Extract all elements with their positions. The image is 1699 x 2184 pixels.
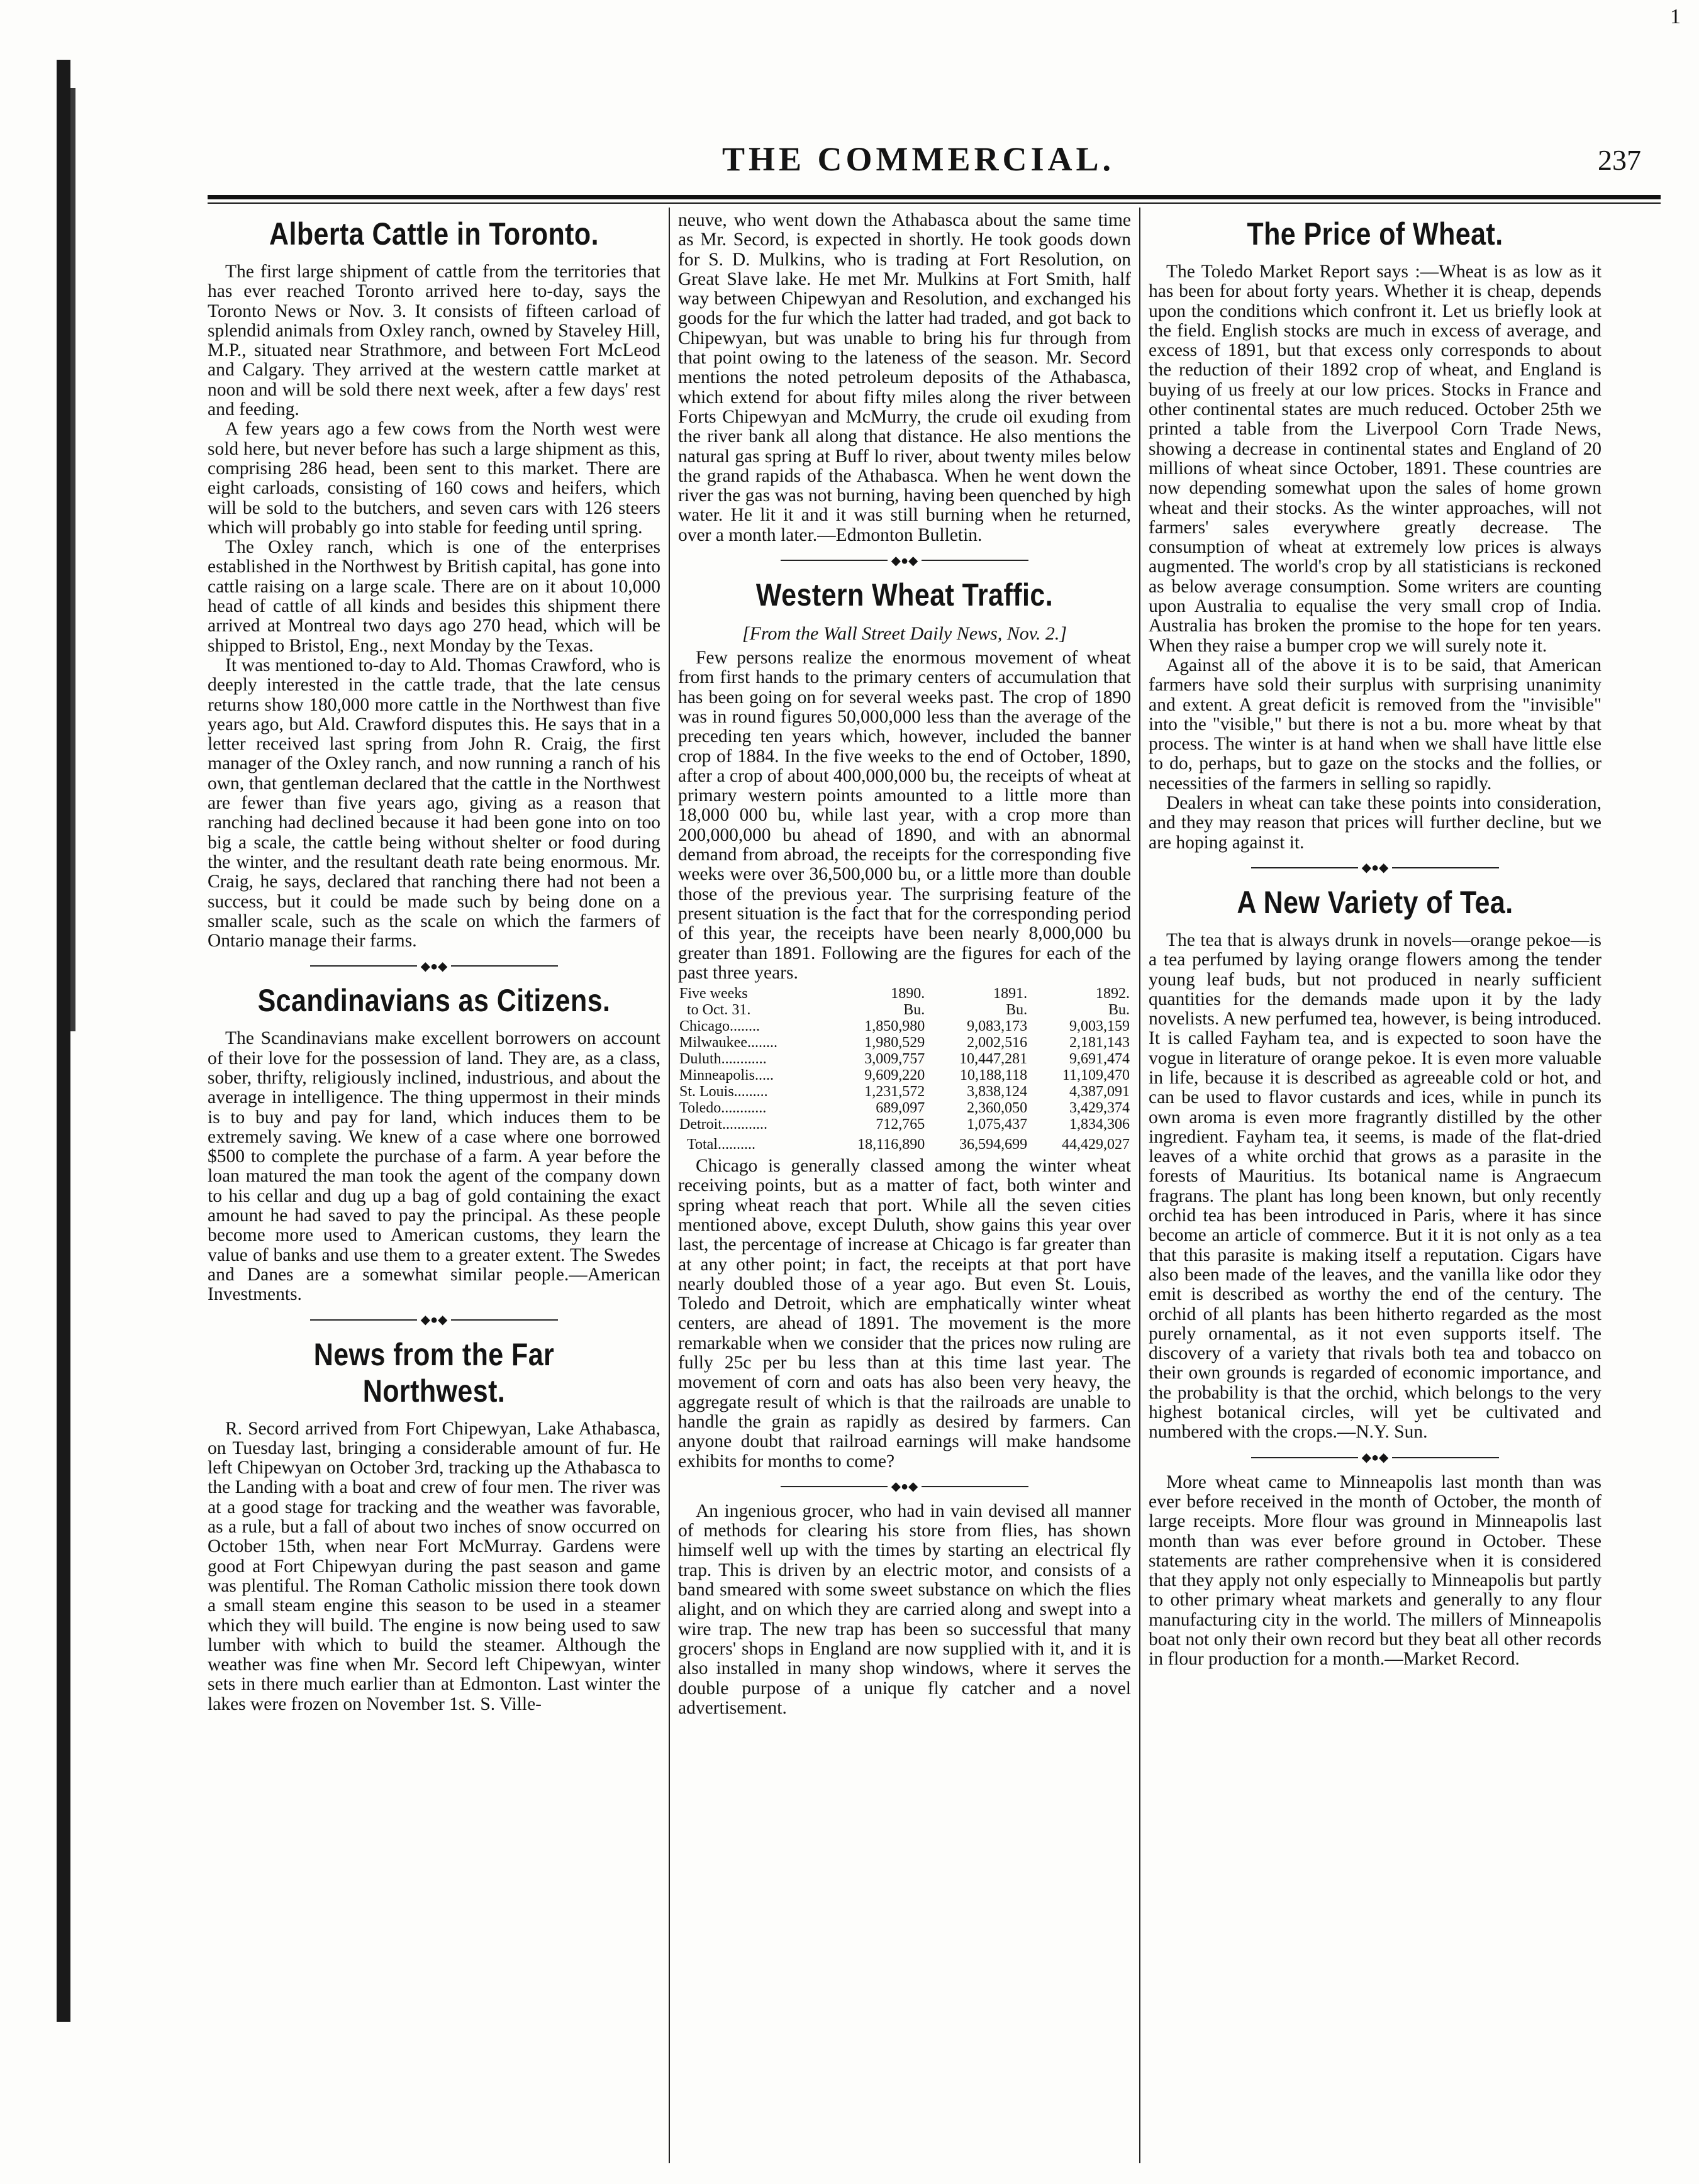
article-title-new-tea: A New Variety of Tea.	[1237, 884, 1513, 920]
table-cell: 4,387,091	[1069, 1084, 1130, 1100]
article-separator: ◆●◆	[1149, 856, 1602, 879]
article-title-price-of-wheat: The Price of Wheat.	[1247, 216, 1503, 252]
table-subheader-row	[678, 1002, 1131, 1018]
table-cell: 2,181,143	[1069, 1034, 1130, 1051]
table-cell: 3,838,124	[967, 1084, 1028, 1100]
column-1	[208, 211, 660, 2166]
article-paragraph: An ingenious grocer, who had in vain devised all manner of methods for clearing his store from flies, has shown himself well up with the times by starting an electrical fly trap. This is driven by an electric motor, and consists of a band smeared with some sweet substance on which the flies alight, and on which they are carried along and swept into a wire trap. The new trap has been so successful that many grocers' shops in England are now supplied with it, and it is also installed in many shop windows, where it serves the double purpose of a unique fly catcher and a novel advertisement.	[678, 1500, 1131, 1718]
table-cell: Milwaukee........	[679, 1034, 777, 1051]
column-3	[1149, 211, 1602, 2166]
table-cell: 2,002,516	[967, 1034, 1028, 1051]
article-title-far-northwest: News from the Far Northwest.	[313, 1336, 555, 1409]
table-cell: Minneapolis.....	[679, 1067, 774, 1084]
article-paragraph: Chicago is generally classed among the winter wheat receiving points, but as a matter of fact, both winter and spring wheat reach that port. While all the seven cities mentioned above, except Duluth, show gains this year over last, the percentage of increase at Chicago is far greater than at any other point; in fact, the receipts at that port have nearly doubled those of a year ago. But even St. Louis, Toledo and Detroit, which are emphatically winter wheat centers, are ahead of 1891. The movement is the more remarkable when we consider that the prices now ruling are fully 25c per bu less than at this time last year. The movement of corn and oats has also been very heavy, the aggregate result of which is that the railroads are unable to handle the grain as rapidly as desired by farmers. Can anyone doubt that railroad earnings will make handsome exhibits for months to come?	[678, 1156, 1131, 1472]
article-paragraph: The Toledo Market Report says :—Wheat is as low as it has been for about forty years. Whether it is cheap, depends upon the conditions which confront it. Let us briefly look at the field. English stocks are much in excess of average, and excess of 1891, but that excess only corresponds to about the reduction of their 1892 crop of wheat, and England is buying of us freely at our low prices. Stocks in France and other continental states are much reduced. October 25th we printed a table from the Liverpool Corn Trade News, showing a decrease in continental states and England of 20 millions of wheat since October, 1891. These countries are now depending somewhat upon the sales of home grown wheat and their stocks. As the winter approaches, will not farmers' sales everywhere greatly decrease. The consumption of wheat at extremely low prices is always augmented. The world's crop by all statisticians is reckoned as below average consumption. Some writers are counting upon Australia to equalise the very small crop of India. Australia has broken the promise to the hope for ten years. When they raise a bumper crop we will surely note it.	[1149, 262, 1602, 656]
table-cell: 9,083,173	[967, 1018, 1028, 1035]
article-title-scandinavians: Scandinavians as Citizens.	[257, 983, 611, 1019]
binding-shadow-inner	[70, 88, 75, 1031]
table-header-cell: Bu.	[1108, 1002, 1130, 1019]
table-cell: Chicago........	[679, 1018, 760, 1035]
corner-mark: 1	[1670, 5, 1681, 28]
table-total-row	[678, 1133, 1131, 1153]
column-rule-1	[669, 208, 670, 2163]
article-separator: ◆●◆	[1149, 1446, 1602, 1469]
table-cell: 1,075,437	[967, 1116, 1028, 1133]
table-header-cell: Bu.	[903, 1002, 925, 1019]
table-cell: 689,097	[876, 1100, 925, 1117]
table-row	[678, 1034, 1131, 1051]
header-rule-thin	[208, 202, 1661, 204]
header-rule-thick	[208, 195, 1661, 199]
table-row	[678, 1018, 1131, 1034]
table-header-cell: 1892.	[1096, 985, 1130, 1002]
table-row	[678, 1116, 1131, 1133]
table-cell: St. Louis.........	[679, 1084, 768, 1100]
article-paragraph: Against all of the above it is to be said, that American farmers have sold their surplus with surprising unanimity and extent. A great deficit is removed from the "invisible" into the "visible," but there is not a bu. more wheat by that process. The winter is at hand when we shall have little else to do, perhaps, but to gaze on the stocks and the follies, or necessities of the farmers in selling so rapidly.	[1149, 655, 1602, 794]
table-cell: 9,003,159	[1069, 1018, 1130, 1035]
article-paragraph-continued: neuve, who went down the Athabasca about the same time as Mr. Secord, is expected in shortly. He took goods down for S. D. Mulkins, who is trading at Fort Resolution, on Great Slave lake. He met Mr. Mulkins at Fort Smith, half way between Chipewyan and Resolution, and exchanged his goods for the fur which the latter had traded, and got back to Chipewyan, but was unable to bring his fur through from that point owing to the lateness of the season. Mr. Secord mentions the noted petroleum deposits of the Athabasca, which extend for about fifty miles along the river between Forts Chipewyan and McMurry, the crude oil exuding from the river bank all along that distance. He also mentions the natural gas spring at Buff lo river, about twenty miles below the grand rapids of the Athabasca. When he went down the river the gas was not burning, having been quenched by high water. He lit it and it was still burning when he returned, over a month later.—Edmonton Bulletin.	[678, 211, 1131, 545]
article-paragraph: The tea that is always drunk in novels—orange pekoe—is a tea perfumed by laying orange flowers among the tender young leaf buds, but not produced in nearly sufficient quantities for the demands made upon it by the lady novelists. A new perfumed tea, however, is being introduced. It is called Fayham tea, and is expected to soon have the vogue in literature of orange pekoe. It is even more valuable in life, because it is described as agreeable cold or hot, and can be used to flavor custards and ices, while in punch its own aroma is even more fragrantly distilled by the other ingredient. Fayham tea, it seems, is made of the flat-dried leaves of a white orchid that grows as a parasite in the forests of Mauritius. Its botanical name is Angraecum fragrans. The plant has long been known, but only recently orchid tea has been introduced in Paris, where it has since become an article of commerce. But it it is not only as a tea that this parasite is making itself a reputation. Cigars have also been made of the leaves, and the vanilla like odor they emit is described as worthy the end of the century. The orchid of all plants has been hitherto regarded as the most purely ornamental, as it not even supports itself. The discovery of a variety that rivals both tea and tobacco on their own grounds is regarded of economic importance, and the probability is that the orchid, which belongs to the very highest botanical circles, will yet be cultivated and numbered with the crops.—N.Y. Sun.	[1149, 929, 1602, 1443]
table-cell: 1,850,980	[864, 1018, 925, 1035]
article-paragraph: The Oxley ranch, which is one of the enterprises established in the Northwest by British capital, has gone into cattle raising on a large scale. There are on it about 10,000 head of cattle of all kinds and besides this shipment there arrived at Montreal two days ago 270 head, which will be shipped to Bristol, Eng., next Monday by the Texas.	[208, 537, 660, 656]
article-paragraph: The first large shipment of cattle from the territories that has ever reached Toronto arrived here to-day, says the Toronto News or Nov. 3. It consists of fifteen carload of splendid animals from Oxley ranch, owned by Staveley Hill, M.P., situated near Strathmore, and between Fort McLeod and Calgary. They arrived at the western cattle market at noon and will be sold there next week, after a few days' rest and feeding.	[208, 262, 660, 420]
table-cell: 9,609,220	[864, 1067, 925, 1084]
article-source: [From the Wall Street Daily News, Nov. 2.]	[742, 623, 1067, 645]
article-paragraph: Dealers in wheat can take these points into consideration, and they may reason that prices will further decline, but we are hoping against it.	[1149, 793, 1602, 853]
table-cell: Duluth............	[679, 1051, 767, 1068]
table-cell: 18,116,890	[857, 1136, 925, 1153]
article-paragraph: It was mentioned to-day to Ald. Thomas Crawford, who is deeply interested in the cattle trade, that the late census returns show 180,000 more cattle in the Northwest than five years ago, but Ald. Crawford disputes this. He says that in a letter received last spring from John R. Craig, the first manager of the Oxley ranch, and now running a ranch of his own, that gentleman declared that the cattle in the Northwest are fewer than five years ago, giving as a reason that ranching had declined because it had been gone into on too big a scale, the cattle being without shelter or food during the winter, and the resultant death rate being enormous. Mr. Craig, he says, declared that ranching there had not been a success, but it could be made such by being done on a smaller scale, such as the scale on which the farmers of Ontario manage their farms.	[208, 655, 660, 951]
table-cell: 2,360,050	[967, 1100, 1028, 1117]
table-cell: 1,980,529	[864, 1034, 925, 1051]
table-row	[678, 1051, 1131, 1067]
article-paragraph: The Scandinavians make excellent borrowers on account of their love for the possession of land. They are, as a class, sober, thrifty, religiously inclined, industrious, and about the average in intelligence. The thing uppermost in their minds is to buy and pay for land, which induces them to be extremely saving. We knew of a case where one borrowed $500 to complete the purchase of a farm. A year before the loan matured the man took the agent of the company down to his cellar and dug up a bag of gold containing the exact amount he had saved to pay the principal. As these people become more used to American customs, they learn the value of banks and use them to a greater extent. The Swedes and Danes are a somewhat similar people.—American Investments.	[208, 1028, 660, 1305]
article-paragraph: R. Secord arrived from Fort Chipewyan, Lake Athabasca, on Tuesday last, bringing a considerable amount of fur. He left Chipewyan on October 3rd, tracking up the Athabasca to the Landing with a boat and crew of four men. The river was at a good stage for tracking and the weather was favorable, as a rule, but a fall of about two inches of snow occurred on October 15th, when near Fort McMurray. Gardens were good at Fort Chipewyan during the past season and game was plentiful. The Roman Catholic mission there took down a small steam engine this season to be used in a steamer which they will build. The engine is now being used to saw lumber with which to build the steamer. Although the weather was fine when Mr. Secord left Chipewyan, winter sets in there much earlier than at Edmonton. Last winter the lakes were frozen on November 1st. S. Ville-	[208, 1418, 660, 1714]
table-cell: 44,429,027	[1062, 1136, 1130, 1153]
article-title-western-wheat: Western Wheat Traffic.	[755, 577, 1054, 613]
table-cell: 3,009,757	[864, 1051, 925, 1068]
table-row	[678, 1100, 1131, 1116]
table-cell: 1,834,306	[1069, 1116, 1130, 1133]
article-separator: ◆●◆	[678, 1475, 1131, 1498]
table-cell: 10,188,118	[959, 1067, 1028, 1084]
table-cell: Total..........	[687, 1136, 755, 1153]
article-separator: ◆●◆	[208, 1309, 660, 1331]
masthead: THE COMMERCIAL.	[721, 140, 1115, 178]
table-header-cell: Five weeks	[679, 985, 748, 1002]
table-header-row	[678, 985, 1131, 1002]
table-header-cell: 1891.	[993, 985, 1028, 1002]
article-paragraph: Few persons realize the enormous movement of wheat from first hands to the primary centers of accumulation that has been going on for several weeks past. The crop of 1890 was in round figures 50,000,000 less than the average of the preceding ten years which, however, included the banner crop of 1884. In the five weeks to the end of October, 1890, after a crop of about 400,000,000 bu, the receipts of wheat at primary western points amounted to a little more than 18,000 000 bu, while last year, with a crop more than 200,000,000 bu ahead of 1890, and with an abnormal demand from abroad, the receipts for the corresponding five weeks were over 36,500,000 bu, or a little more than double those of the previous year. The surprising feature of the present situation is the fact that for the corresponding period of this year, the receipts have been nearly 8,000,000 bu greater than 1891. Following are the figures for each of the past three years.	[678, 648, 1131, 983]
table-cell: 712,765	[876, 1116, 925, 1133]
wheat-receipts-table	[678, 985, 1131, 1153]
table-header-cell: Bu.	[1006, 1002, 1028, 1019]
binding-shadow	[57, 60, 70, 2022]
article-separator: ◆●◆	[208, 955, 660, 977]
table-cell: 36,594,699	[959, 1136, 1028, 1153]
column-2	[678, 211, 1131, 2166]
table-body	[678, 1018, 1131, 1133]
article-paragraph: More wheat came to Minneapolis last month than was ever before received in the month of October, the month of large receipts. More flour was ground in Minneapolis last month than was ever before ground in October. These statements are rather comprehensive when it is considered that they apply not only especially to Minneapolis but partly to other primary wheat markets and generally to any flour manufacturing city in the world. The millers of Minneapolis boat not only their own record but they beat all other records in flour production for a month.—Market Record.	[1149, 1472, 1602, 1670]
table-cell: 9,691,474	[1069, 1051, 1130, 1068]
table-row	[678, 1084, 1131, 1100]
article-separator: ◆●◆	[678, 549, 1131, 572]
table-row	[678, 1067, 1131, 1084]
table-cell: 3,429,374	[1069, 1100, 1130, 1117]
column-rule-2	[1139, 208, 1140, 2163]
table-cell: 1,231,572	[864, 1084, 925, 1100]
table-cell: Toledo............	[679, 1100, 767, 1117]
table-cell: 10,447,281	[959, 1051, 1028, 1068]
table-header-cell: 1890.	[891, 985, 925, 1002]
table-header-cell: to Oct. 31.	[687, 1002, 751, 1019]
article-title-alberta-cattle: Alberta Cattle in Toronto.	[269, 216, 599, 252]
article-paragraph: A few years ago a few cows from the North west were sold here, but never before has such a large shipment as this, comprising 286 head, been sent to this market. There are eight carloads, consisting of 160 cows and heifers, which will be sold to the butchers, and seven cars with 126 steers which will probably go into stable for feeding until spring.	[208, 419, 660, 538]
table-cell: Detroit............	[679, 1116, 767, 1133]
page-number: 237	[1598, 144, 1641, 176]
table-cell: 11,109,470	[1062, 1067, 1130, 1084]
